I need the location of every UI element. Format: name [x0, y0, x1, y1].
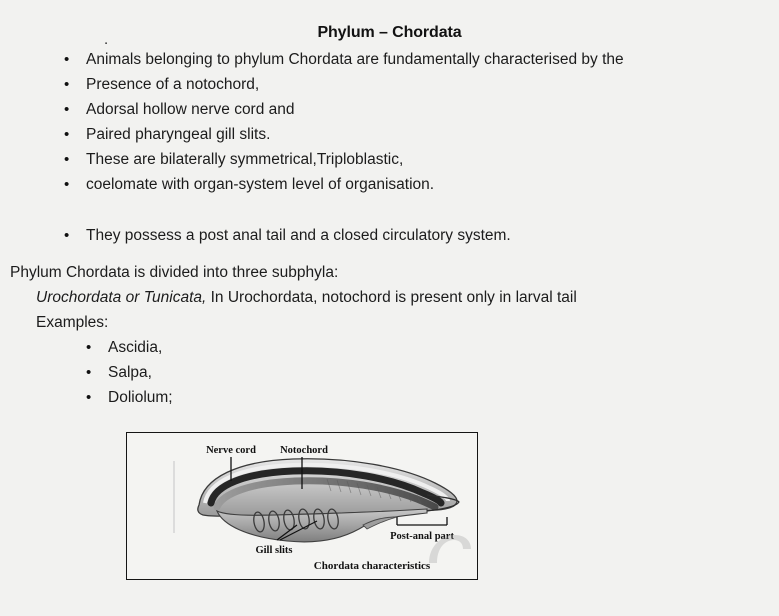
- list-item-text: Animals belonging to phylum Chordata are fundamentally characterised by the: [86, 51, 624, 68]
- subphyla-urochordata: [0, 285, 779, 310]
- examples-list: [0, 335, 779, 410]
- list-item: [0, 97, 779, 122]
- page-title: Phylum – Chordata: [317, 24, 462, 41]
- list-item: [0, 223, 779, 248]
- list-item: [0, 122, 779, 147]
- label-notochord: Notochord: [280, 445, 328, 456]
- subphyla-name-rest: In Urochordata, notochord is present only in larval tail: [206, 289, 577, 306]
- chordate-diagram-svg: [127, 433, 477, 579]
- label-post-anal-part: Post-anal part: [390, 531, 454, 542]
- list-item-text: Doliolum;: [108, 389, 173, 406]
- chordate-anatomy-figure: [126, 432, 478, 580]
- subphyla-name-italic: Urochordata or Tunicata,: [36, 289, 207, 306]
- list-item-text: coelomate with organ-system level of organisation.: [86, 176, 435, 193]
- list-item: [0, 72, 779, 97]
- list-item: [0, 47, 779, 72]
- label-gill-slits: Gill slits: [255, 545, 293, 556]
- list-item-text: Paired pharyngeal gill slits.: [86, 126, 271, 143]
- list-item: [0, 335, 779, 360]
- list-item-text: Adorsal hollow nerve cord and: [86, 101, 295, 118]
- list-item-text: They possess a post anal tail and a closed circulatory system.: [86, 227, 511, 244]
- characteristics-list: [0, 47, 779, 248]
- list-item-text: Presence of a notochord,: [86, 76, 260, 93]
- list-item: [0, 385, 779, 410]
- list-item-text: Ascidia,: [108, 339, 163, 356]
- stray-period-mark: .: [104, 31, 109, 48]
- list-item: [0, 360, 779, 385]
- list-item: [0, 147, 779, 172]
- examples-label: Examples:: [36, 314, 109, 331]
- post-anal-bracket: [397, 517, 447, 525]
- list-item-text: Salpa,: [108, 364, 152, 381]
- list-item: [0, 172, 779, 197]
- label-nerve-cord: Nerve cord: [206, 445, 256, 456]
- subphyla-block: [0, 260, 779, 335]
- figure-caption: Chordata characteristics: [313, 560, 431, 572]
- subphyla-intro: Phylum Chordata is divided into three subphyla:: [10, 264, 339, 281]
- list-item-text: These are bilaterally symmetrical,Triploblastic,: [86, 151, 404, 168]
